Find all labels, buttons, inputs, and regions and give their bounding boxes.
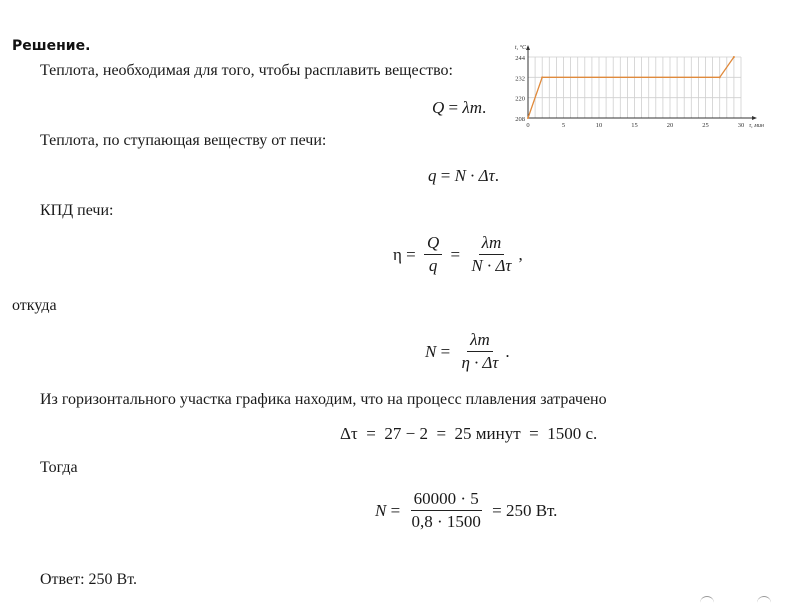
fraction-denominator: 0,8 · 1500 — [411, 512, 481, 531]
fraction-denominator: η · Δτ — [461, 353, 499, 372]
y-tick-label: 208 — [515, 116, 525, 123]
formula-var: Q — [432, 98, 445, 117]
y-axis-label: t, °C — [514, 45, 526, 51]
x-tick-label: 10 — [595, 122, 603, 129]
formula-op: = — [436, 341, 455, 361]
answer: Ответ: 250 Вт. — [40, 571, 138, 588]
text-then: Тогда — [40, 459, 78, 476]
formula-op: = — [444, 98, 463, 117]
formula-var: N — [425, 341, 437, 361]
formula-op: = — [386, 500, 405, 520]
corner-decoration-icon — [757, 596, 771, 605]
text-heat-to-melt: Теплота, необходимая для того, чтобы расплавить вещество: — [40, 62, 453, 79]
formula-op: , — [518, 244, 523, 264]
x-tick-label: 30 — [737, 122, 745, 129]
text-efficiency: КПД печи: — [40, 202, 114, 219]
chart-svg — [510, 40, 770, 140]
y-tick-label: 220 — [515, 95, 525, 103]
text-from-graph: Из горизонтального участка графика находим, что на процесс плавления затрачено — [40, 391, 607, 408]
fraction-numerator: λm — [467, 331, 493, 352]
y-tick-label: 244 — [515, 55, 525, 62]
fraction-denominator: q — [428, 256, 438, 275]
formula-var: η — [393, 244, 402, 264]
formula-op: . — [505, 341, 510, 361]
temperature-time-chart — [510, 40, 770, 140]
temperature-line — [528, 57, 734, 118]
data-point — [733, 56, 735, 58]
fraction-numerator: λm — [479, 234, 505, 255]
formula-N-result — [375, 490, 557, 531]
x-tick-label: 25 — [702, 122, 709, 129]
corner-decoration-icon — [700, 596, 714, 605]
data-point — [719, 76, 721, 78]
x-tick-label: 15 — [631, 122, 638, 129]
formula-op: . — [482, 98, 487, 117]
fraction — [468, 234, 514, 275]
formula-var: q — [428, 166, 437, 185]
formula-eta — [393, 234, 523, 275]
formula-q — [428, 166, 499, 186]
formula-Q — [432, 98, 486, 118]
x-tick-label: 5 — [561, 122, 566, 129]
formula-var: N — [375, 500, 387, 520]
formula-var: N · Δτ — [454, 166, 495, 185]
x-axis-label: τ, мин — [749, 123, 764, 129]
fraction-numerator: Q — [424, 234, 442, 255]
y-tick-label: 232 — [515, 75, 525, 83]
formula-var: λm — [462, 98, 483, 117]
fraction — [458, 331, 501, 372]
data-point — [527, 117, 529, 119]
formula-op: = — [446, 244, 465, 264]
formula-result: = 250 Вт. — [487, 500, 558, 520]
fraction-denominator: N · Δτ — [471, 256, 512, 275]
formula-N — [425, 331, 510, 372]
x-tick-label: 20 — [666, 122, 674, 129]
text-heat-from-furnace: Теплота, по ступающая веществу от печи: — [40, 132, 327, 149]
formula-op: . — [494, 166, 499, 185]
formula-op: = — [436, 166, 455, 185]
x-axis-arrow-icon — [752, 116, 757, 120]
fraction — [408, 490, 483, 531]
fraction-numerator: 60000 · 5 — [411, 490, 482, 511]
x-tick-label: 0 — [526, 122, 530, 129]
text-whence: откуда — [12, 297, 57, 314]
formula-delta-tau: Δτ = 27 − 2 = 25 минут = 1500 с. — [340, 424, 598, 443]
data-point — [541, 76, 543, 78]
y-axis-arrow-icon — [526, 45, 530, 50]
fraction — [424, 234, 442, 275]
formula-op: = — [401, 244, 420, 264]
solution-heading: Решение. — [12, 38, 91, 54]
